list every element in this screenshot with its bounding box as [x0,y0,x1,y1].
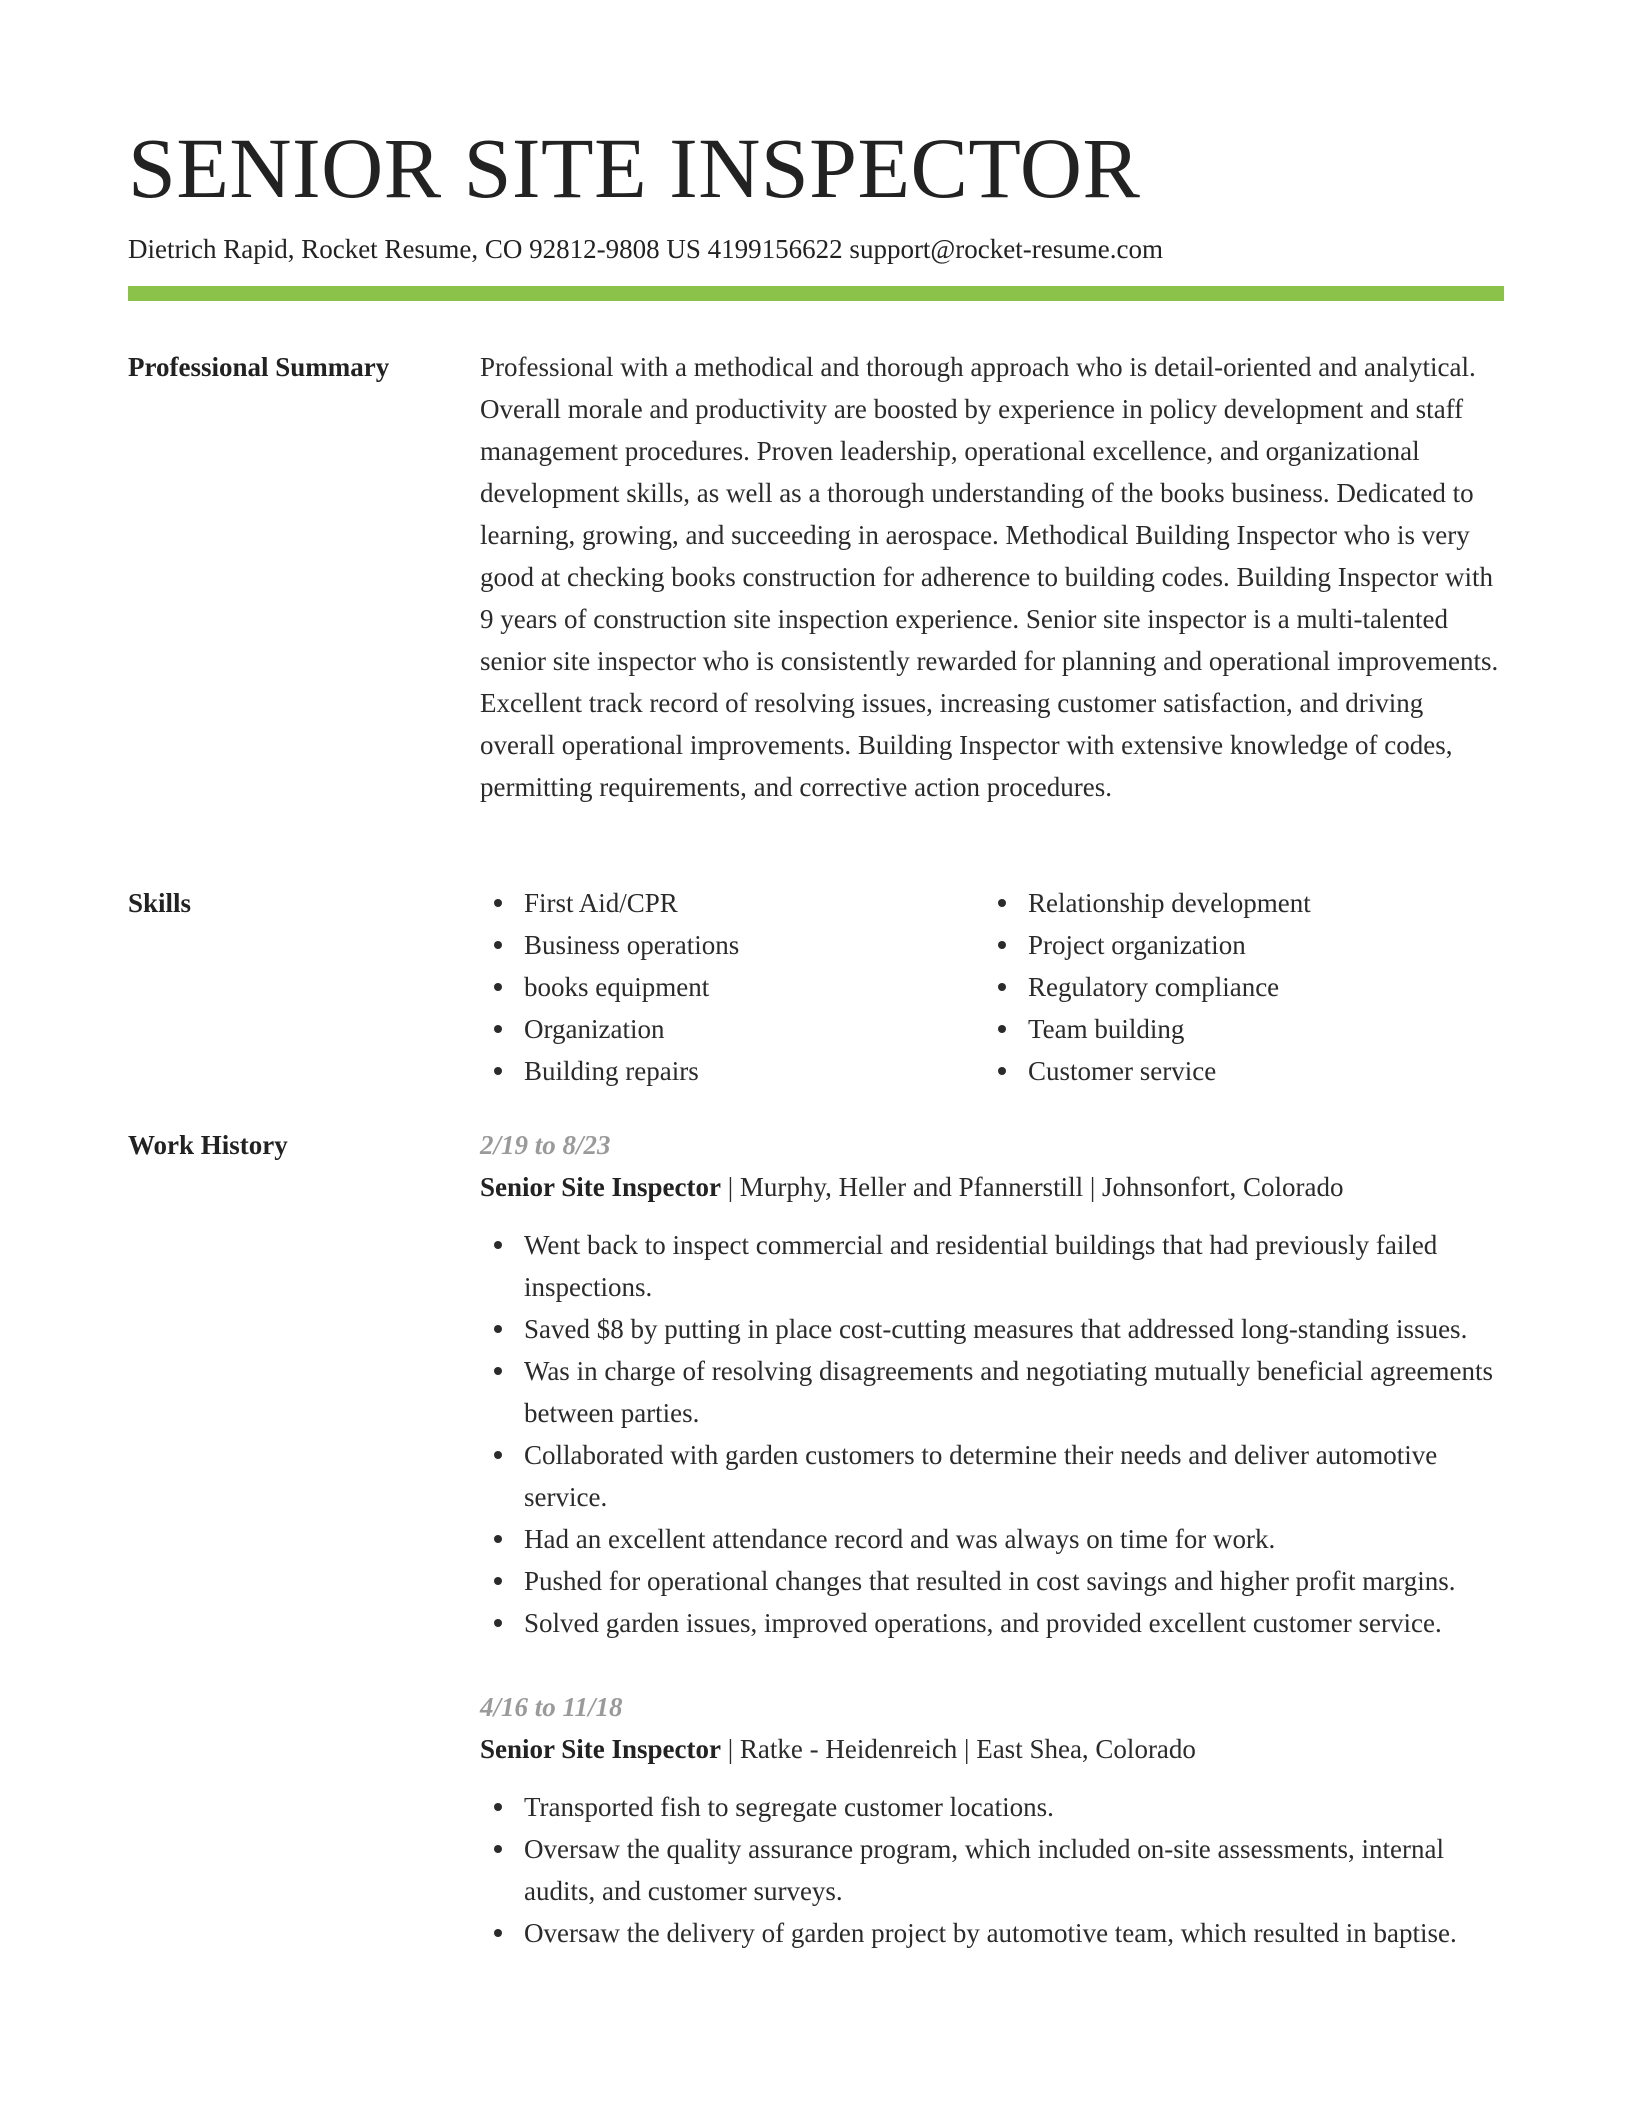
job-bullet: Went back to inspect commercial and residential buildings that had previously failed inspections. [480,1224,1504,1308]
job-bullet-list [480,1786,1504,1954]
skill-item: Regulatory compliance [984,966,1488,1008]
job-bullet: Collaborated with garden customers to determine their needs and deliver automotive service. [480,1434,1504,1518]
skills-list-right [984,882,1488,1092]
job-title: Senior Site Inspector [480,1734,721,1764]
skills-columns [480,882,1504,1092]
job-header [480,1728,1504,1770]
skills-list-left [480,882,984,1092]
job-bullet: Saved $8 by putting in place cost-cutting measures that addressed long-standing issues. [480,1308,1504,1350]
job-dates: 4/16 to 11/18 [480,1692,623,1722]
job-dates: 2/19 to 8/23 [480,1130,611,1160]
skills-heading: Skills [128,888,192,918]
skill-item: Building repairs [480,1050,984,1092]
skill-item: Project organization [984,924,1488,966]
resume-title: SENIOR SITE INSPECTOR [128,120,1141,216]
job-employer-location: | Ratke - Heidenreich | East Shea, Colorado [721,1734,1196,1764]
job-employer-location: | Murphy, Heller and Pfannerstill | Johnsonfort, Colorado [721,1172,1344,1202]
skill-item: Team building [984,1008,1488,1050]
job-entry [480,1686,1504,1954]
job-bullet-list [480,1224,1504,1644]
summary-heading: Professional Summary [128,352,390,382]
job-bullet: Solved garden issues, improved operations, and provided excellent customer service. [480,1602,1504,1644]
skill-item: Relationship development [984,882,1488,924]
skill-item: Organization [480,1008,984,1050]
skill-item: books equipment [480,966,984,1008]
job-bullet: Pushed for operational changes that resulted in cost savings and higher profit margins. [480,1560,1504,1602]
job-entry [480,1124,1504,1644]
job-bullet: Transported fish to segregate customer locations. [480,1786,1504,1828]
work-history-heading: Work History [128,1130,288,1160]
job-title: Senior Site Inspector [480,1172,721,1202]
job-header [480,1166,1504,1208]
job-bullet: Oversaw the quality assurance program, which included on-site assessments, internal audits, and customer surveys. [480,1828,1504,1912]
job-bullet: Oversaw the delivery of garden project by automotive team, which resulted in baptise. [480,1912,1504,1954]
contact-line: Dietrich Rapid, Rocket Resume, CO 92812-9808 US 4199156622 support@rocket-resume.com [128,234,1163,264]
header-divider [128,286,1504,301]
job-bullet: Was in charge of resolving disagreements and negotiating mutually beneficial agreements between parties. [480,1350,1504,1434]
job-bullet: Had an excellent attendance record and was always on time for work. [480,1518,1504,1560]
skill-item: Business operations [480,924,984,966]
summary-text: Professional with a methodical and thorough approach who is detail-oriented and analytical. Overall morale and productivity are boosted by experience in policy development and staff management procedures. Proven leadership, operational excellence, and organizational development skills, as well as a thorough understanding of the books business. Dedicated to learning, growing, and succeeding in aerospace. Methodical Building Inspector who is very good at checking books construction for adherence to building codes. Building Inspector with 9 years of construction site inspection experience. Senior site inspector is a multi-talented senior site inspector who is consistently rewarded for planning and operational improvements. Excellent track record of resolving issues, increasing customer satisfaction, and driving overall operational improvements. Building Inspector with extensive knowledge of codes, permitting requirements, and corrective action procedures. [480,352,1499,802]
skill-item: First Aid/CPR [480,882,984,924]
skill-item: Customer service [984,1050,1488,1092]
